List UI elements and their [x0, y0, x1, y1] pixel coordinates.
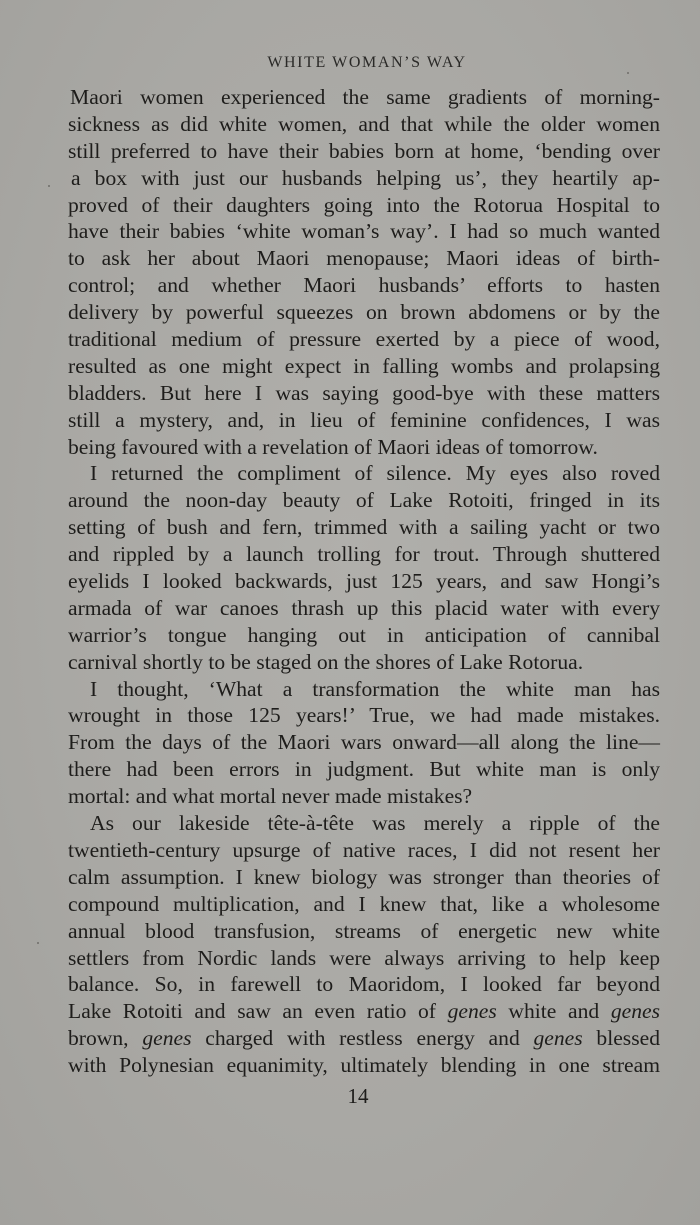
text-line: resulted as one might expect in falling wombs and prolapsing [68, 353, 660, 378]
text-line: armada of war canoes thrash up this placid water with every [68, 595, 660, 620]
text-line: settlers from Nordic lands were always arriving to help keep [68, 945, 660, 970]
paper-speck [627, 72, 629, 74]
text-line: bladders. But here I was saying good-bye with these matters [68, 380, 660, 405]
text-line: being favoured with a revelation of Maori ideas of tomorrow. [68, 434, 598, 459]
running-header: WHITE WOMAN’S WAY [267, 54, 467, 71]
text-line: around the noon-day beauty of Lake Rotoiti, fringed in its [68, 488, 660, 513]
text-line: annual blood transfusion, streams of energetic new white [68, 918, 660, 943]
text-line: a box with just our husbands helping us’, they heartily ap- [71, 165, 660, 190]
text-line: have their babies ‘white woman’s way’. I had so much wanted [68, 219, 660, 244]
text-line: setting of bush and fern, trimmed with a sailing yacht or two [68, 515, 660, 540]
text-line: still preferred to have their babies born at home, ‘bending over [68, 138, 660, 163]
text-line: Maori women experienced the same gradients of morning- [70, 85, 660, 109]
italic-word: genes [142, 1026, 192, 1051]
paper-speck [37, 942, 39, 944]
text-line: As our lakeside tête-à-tête was merely a ripple of the [90, 811, 660, 836]
text-line: to ask her about Maori menopause; Maori ideas of birth- [68, 246, 660, 271]
text-line: twentieth-century upsurge of native races, I did not resent her [68, 837, 660, 862]
text-line: From the days of the Maori wars onward—all along the line— [68, 730, 660, 755]
text-line: warrior’s tongue hanging out in anticipation of cannibal [68, 622, 660, 647]
text-line: still a mystery, and, in lieu of feminine confidences, I was [68, 407, 660, 432]
text-line: compound multiplication, and I knew that, like a wholesome [68, 891, 660, 916]
text-line: balance. So, in farewell to Maoridom, I looked far beyond [68, 972, 660, 997]
text-line: mortal: and what mortal never made mistakes? [68, 784, 473, 809]
text-line: I returned the compliment of silence. My eyes also roved [90, 461, 660, 486]
text-line: carnival shortly to be staged on the shores of Lake Rotorua. [68, 649, 584, 674]
italic-word: genes [447, 999, 497, 1024]
text-line: with Polynesian equanimity, ultimately blending in one stream [68, 1053, 660, 1078]
text-line: I thought, ‘What a transformation the white man has [90, 676, 660, 701]
text-line: Lake Rotoiti and saw an even ratio of genes white and genes [68, 999, 660, 1024]
italic-word: genes [533, 1026, 583, 1051]
text-line: proved of their daughters going into the Rotorua Hospital to [68, 192, 660, 217]
text-line: control; and whether Maori husbands’ efforts to hasten [68, 273, 660, 298]
text-line: and rippled by a launch trolling for trout. Through shuttered [68, 542, 660, 567]
text-line: calm assumption. I knew biology was stronger than theories of [68, 864, 660, 889]
text-line: brown, genes charged with restless energy and genes blessed [68, 1026, 660, 1051]
text-line: eyelids I looked backwards, just 125 years, and saw Hongi’s [68, 569, 660, 594]
text-line: sickness as did white women, and that while the older women [68, 111, 660, 136]
text-line: traditional medium of pressure exerted by a piece of wood, [68, 327, 660, 352]
text-line: delivery by powerful squeezes on brown abdomens or by the [68, 300, 660, 325]
page-number: 14 [347, 1084, 369, 1108]
body-text [68, 84, 660, 1079]
text-line: wrought in those 125 years!’ True, we had made mistakes. [68, 703, 660, 728]
paper-speck [48, 185, 50, 187]
text-line: there had been errors in judgment. But white man is only [68, 757, 660, 782]
italic-word: genes [610, 999, 660, 1024]
